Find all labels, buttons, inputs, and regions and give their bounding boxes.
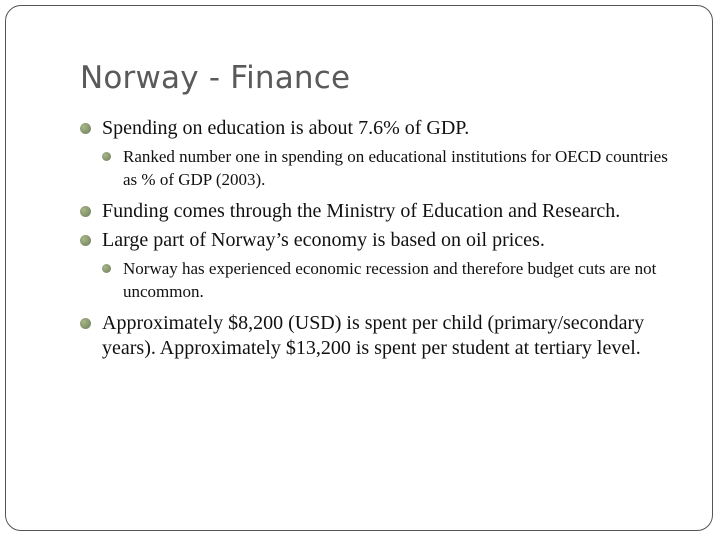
bullet-funding-ministry: [80, 199, 680, 224]
bullet-text: Spending on education is about 7.6% of GDP.: [102, 117, 470, 139]
slide-title: Norway - Finance: [80, 60, 351, 96]
bullet-education-spending: [80, 116, 680, 141]
bullet-per-child-spending: [80, 311, 680, 361]
bullet-text: Large part of Norway’s economy is based on oil prices.: [102, 229, 545, 251]
bullet-text: Funding comes through the Ministry of Education and Research.: [102, 200, 621, 222]
bullet-dot-icon: [80, 318, 91, 329]
bullet-text: Approximately $8,200 (USD) is spent per child (primary/secondary years). Approximately $13,200 is spent per student at tertiary level.: [102, 312, 645, 359]
slide-content: [80, 116, 680, 365]
sub-bullet-text: Norway has experienced economic recession and therefore budget cuts are not uncommon.: [123, 259, 657, 301]
bullet-dot-icon: [80, 235, 91, 246]
sub-bullet-dot-icon: [102, 152, 111, 161]
sub-bullet-oecd-ranking: [102, 145, 680, 191]
sub-bullet-text: Ranked number one in spending on educational institutions for OECD countries as % of GDP (2003).: [123, 147, 668, 189]
bullet-oil-economy: [80, 228, 680, 253]
bullet-dot-icon: [80, 206, 91, 217]
sub-bullet-recession: [102, 257, 680, 303]
bullet-dot-icon: [80, 123, 91, 134]
sub-bullet-dot-icon: [102, 264, 111, 273]
